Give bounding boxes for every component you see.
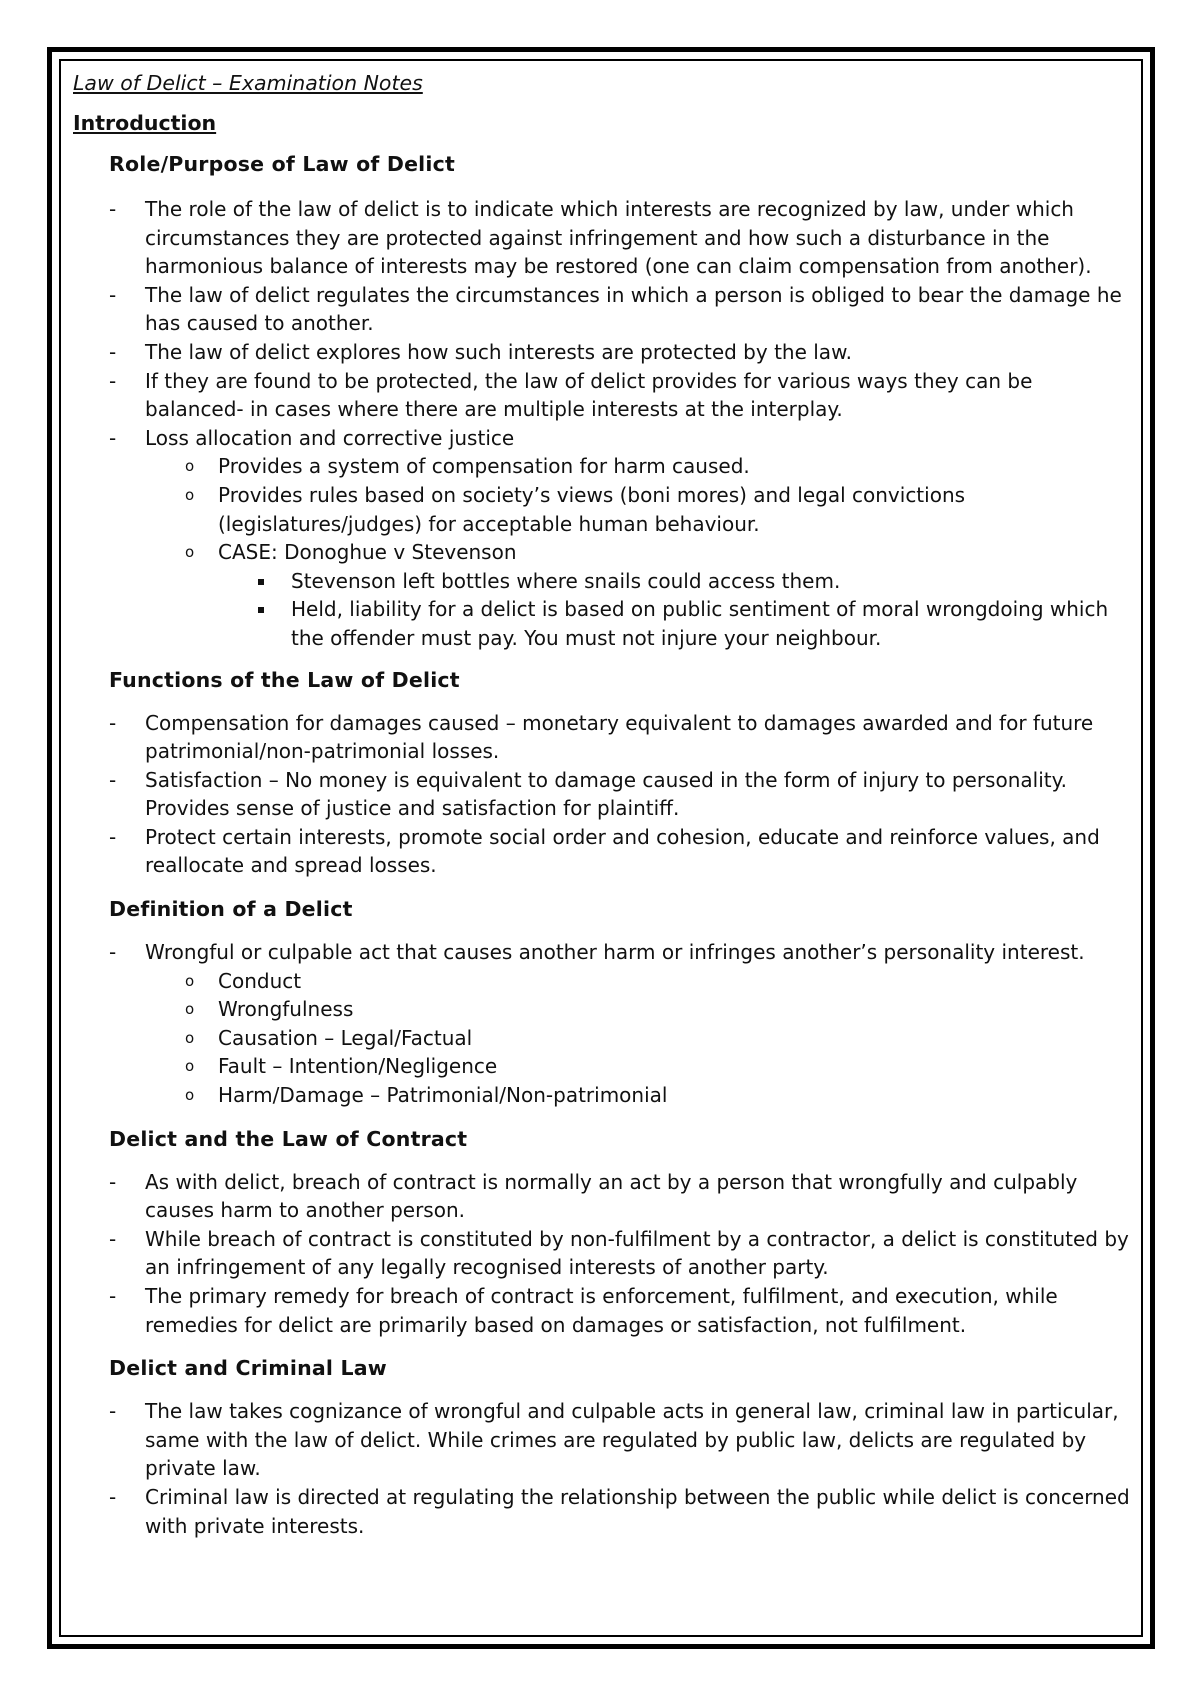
list-item-text: Wrongful or culpable act that causes another harm or infringes another’s personality interest. [145,940,1085,965]
document-body [73,68,1133,1554]
list-item: - Compensation for damages caused – monetary equivalent to damages awarded and for future patrimonial/non-patrimonial losses. [73,709,1133,766]
section-heading: Functions of the Law of Delict [109,667,460,692]
section-heading: Delict and the Law of Contract [109,1126,468,1151]
list-item: - As with delict, breach of contract is normally an act by a person that wrongfully and culpably causes harm to another person. [73,1168,1133,1225]
section-heading: Role/Purpose of Law of Delict [109,152,455,176]
sub-bullet-list [145,967,1133,1110]
list-item: - While breach of contract is constituted by non-fulfilment by a contractor, a delict is constituted by an infringement of any legally recognised interests of another party. [73,1225,1133,1282]
list-item: - The primary remedy for breach of contract is enforcement, fulfilment, and execution, while remedies for delict are primarily based on damages or satisfaction, not fulfilment. [73,1282,1133,1339]
list-item: - The law takes cognizance of wrongful and culpable acts in general law, criminal law in particular, same with the law of delict. While crimes are regulated by public law, delicts are regulated by private law. [73,1397,1133,1483]
sub-list-item [145,538,1133,652]
case-point: Held, liability for a delict is based on public sentiment of moral wrongdoing which the offender must pay. You must not injure your neighbour. [218,595,1133,652]
bullet-list [73,1397,1133,1540]
list-item-text: Loss allocation and corrective justice [145,425,515,450]
case-point: Stevenson left bottles where snails could access them. [218,567,1133,596]
list-item: - The law of delict regulates the circumstances in which a person is obliged to bear the damage he has caused to another. [73,281,1133,338]
bullet-list [73,195,1133,653]
section-heading: Definition of a Delict [109,897,353,922]
document-title: Law of Delict – Examination Notes [73,71,423,95]
section-role-purpose [73,149,1133,653]
section-criminal [73,1353,1133,1540]
introduction-heading: Introduction [73,111,217,135]
list-item [73,938,1133,1110]
list-item: - The role of the law of delict is to indicate which interests are recognized by law, under which circumstances they are protected against infringement and how such a disturbance in the harmonious balance of interests may be restored (one can claim compensation from another). [73,195,1133,281]
bullet-list [73,709,1133,881]
sub-list-item: o Provides rules based on society’s views (boni mores) and legal convictions (legislatures/judges) for acceptable human behaviour. [145,481,1133,538]
case-label: CASE: Donoghue v Stevenson [218,540,517,565]
list-item: - Protect certain interests, promote social order and cohesion, educate and reinforce values, and reallocate and spread losses. [73,823,1133,880]
list-item: - Criminal law is directed at regulating the relationship between the public while delict is concerned with private interests. [73,1483,1133,1540]
bullet-list [73,938,1133,1110]
section-contract [73,1124,1133,1340]
sub-bullet-list [145,452,1133,652]
sub-list-item: o Harm/Damage – Patrimonial/Non-patrimonial [145,1081,1133,1110]
bullet-list [73,1168,1133,1340]
list-item: - Satisfaction – No money is equivalent to damage caused in the form of injury to personality. Provides sense of justice and satisfaction for plaintiff. [73,766,1133,823]
sub-list-item: o Fault – Intention/Negligence [145,1052,1133,1081]
section-functions [73,665,1133,881]
sub-list-item: o Wrongfulness [145,995,1133,1024]
section-heading: Delict and Criminal Law [109,1356,387,1381]
list-item: - The law of delict explores how such interests are protected by the law. [73,338,1133,367]
sub-list-item: o Provides a system of compensation for harm caused. [145,452,1133,481]
sub-list-item: o Conduct [145,967,1133,996]
list-item [73,424,1133,653]
sub-list-item: o Causation – Legal/Factual [145,1024,1133,1053]
case-point-list [218,567,1133,653]
section-definition [73,894,1133,1110]
list-item: - If they are found to be protected, the law of delict provides for various ways they can be balanced- in cases where there are multiple interests at the interplay. [73,367,1133,424]
